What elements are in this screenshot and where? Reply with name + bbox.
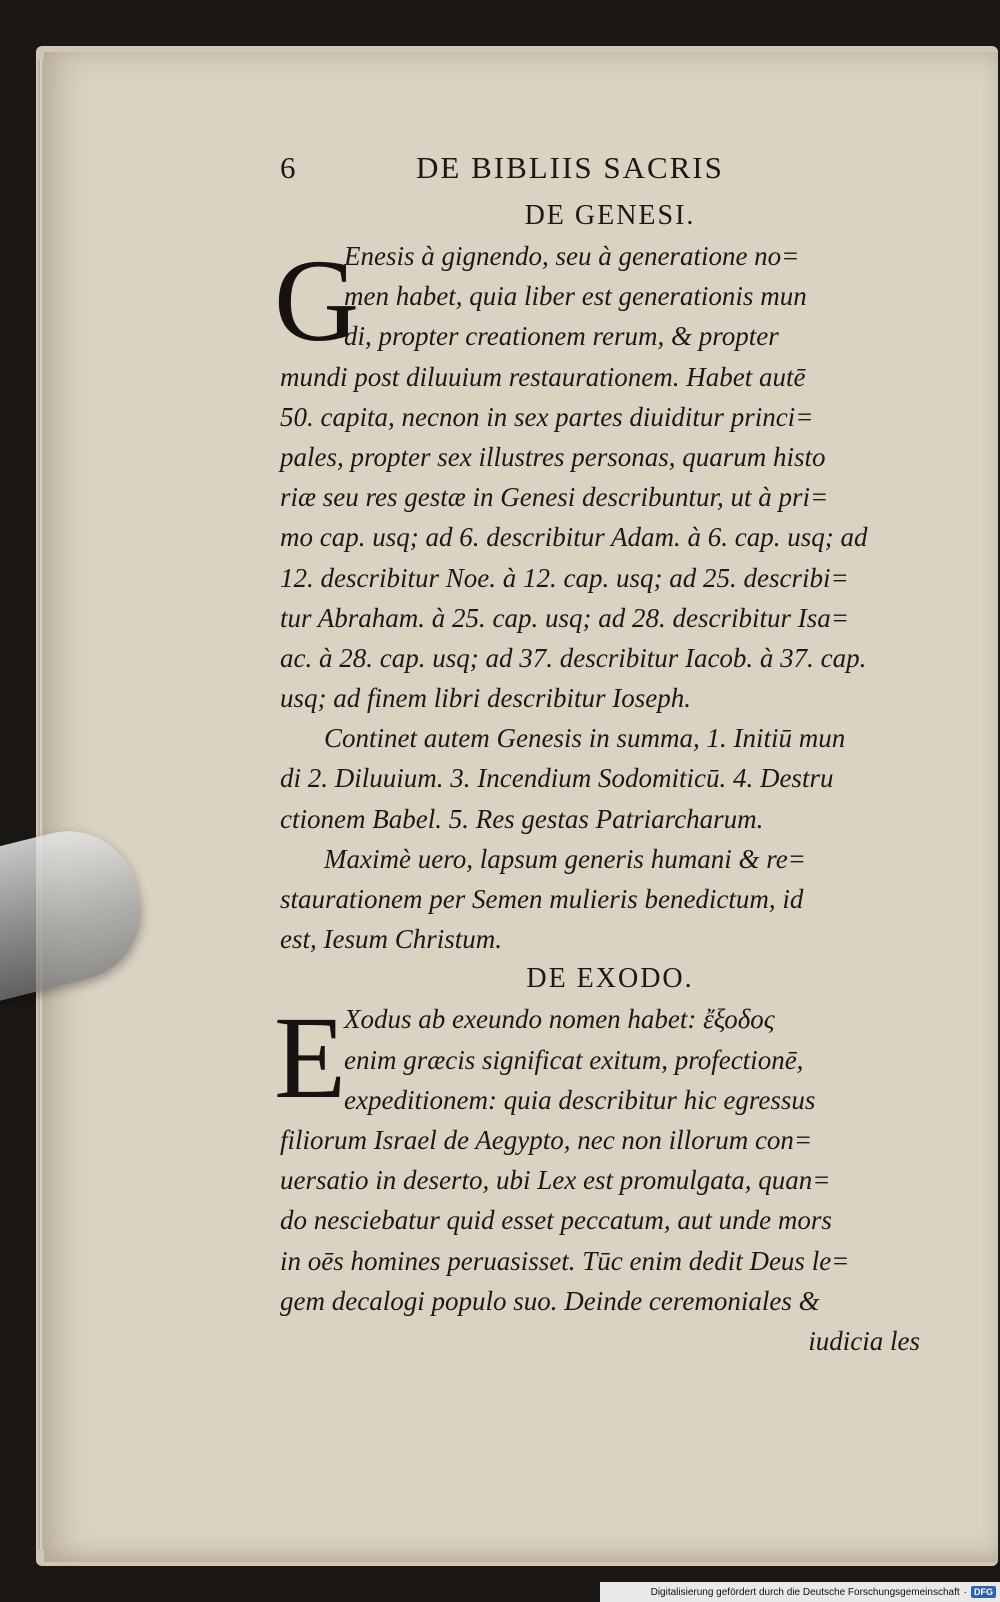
exodus-drop-cap: E [274,992,347,1124]
dfg-logo-icon: DFG [971,1586,996,1598]
exodus-section [274,992,940,1361]
footer-bar [600,1582,1000,1602]
genesis-line: mo cap. usq; ad 6. describitur Adam. à 6. cap. usq; ad [280,522,868,553]
genesis-line: Enesis à gignendo, seu à generatione no= [344,241,800,271]
genesis-line: di 2. Diluuium. 3. Incendium Sodomiticū. 4. Destru [280,763,834,794]
exodus-line: Xodus ab exeundo nomen habet: ἔξοδος [344,1004,775,1035]
genesis-line: riæ seu res gestæ in Genesi describuntur, ut à pri= [280,482,829,513]
page-number: 6 [280,150,298,185]
exodus-line: gem decalogi populo suo. Deinde ceremoniales & [280,1285,820,1316]
exodus-line: expeditionem: quia describitur hic egressus [344,1084,816,1115]
running-title: DE BIBLIIS SACRIS [416,150,724,185]
genesis-drop-cap: G [274,235,360,366]
exodus-line: do nesciebatur quid esset peccatum, aut unde mors [280,1205,832,1236]
exodus-line: enim græcis significat exitum, profectionē, [344,1044,804,1075]
running-head [270,150,942,192]
genesis-heading: DE GENESI. [524,200,696,231]
genesis-line: Maximè uero, lapsum generis humani & re= [324,843,806,874]
genesis-line: Continet autem Genesis in summa, 1. Initiū mun [324,723,846,754]
genesis-line: men habet, quia liber est generationis mun [344,281,807,312]
genesis-line: 12. describitur Noe. à 12. cap. usq; ad 25. describi= [280,562,849,593]
page-text [274,196,940,1361]
genesis-line: est, Iesum Christum. [280,924,502,955]
genesis-line: di, propter creationem rerum, & propter [344,321,779,352]
exodus-line: in oēs homines peruasisset. Tūc enim dedit Deus le= [280,1245,850,1276]
footer-separator: · [963,1586,967,1598]
genesis-line: 50. capita, necnon in sex partes diuiditur princi= [280,401,814,432]
catchword: iudicia les [808,1325,920,1356]
genesis-line: staurationem per Semen mulieris benedictum, id [280,884,804,914]
footer-credit: Digitalisierung gefördert durch die Deutsche Forschungsgemeinschaft [650,1586,960,1598]
genesis-section [274,235,940,959]
exodus-line: filiorum Israel de Aegypto, nec non illorum con= [280,1124,813,1155]
genesis-line: ctionem Babel. 5. Res gestas Patriarcharum. [280,803,764,834]
exodus-line: uersatio in deserto, ubi Lex est promulgata, quan= [280,1165,831,1196]
exodus-heading: DE EXODO. [526,963,694,995]
genesis-line: ac. à 28. cap. usq; ad 37. describitur Iacob. à 37. cap. [280,642,867,673]
genesis-line: tur Abraham. à 25. cap. usq; ad 28. describitur Isa= [280,602,849,633]
genesis-line: pales, propter sex illustres personas, quarum histo [280,441,826,472]
genesis-line: mundi post diluuium restaurationem. Habet autē [280,361,806,392]
genesis-line: usq; ad finem libri describitur Ioseph. [280,683,691,714]
